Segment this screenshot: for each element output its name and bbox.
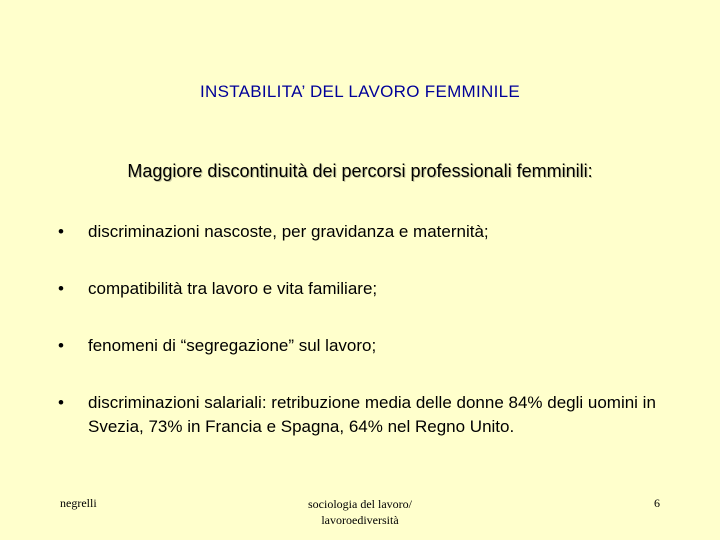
bullet-icon: • [58,279,64,298]
footer-course-line1: sociologia del lavoro/ [308,497,412,511]
bullet-icon: • [58,393,64,412]
slide-subtitle: Maggiore discontinuità dei percorsi professionali femminili: [127,161,593,181]
footer-author: negrelli [60,496,97,510]
bullet-icon: • [58,336,64,355]
bullet-text: discriminazioni salariali: retribuzione media delle donne 84% degli uomini in Svezia, 73% in Francia e Spagna, 64% nel Regno Unito. [88,393,656,436]
page-number: 6 [654,496,660,510]
slide-title: INSTABILITA’ DEL LAVORO FEMMINILE [199,82,521,101]
footer-course-line2: lavoroediversità [321,513,399,527]
bullet-text: compatibilità tra lavoro e vita familiare; [88,279,378,298]
footer-course [260,496,460,528]
bullet-text: fenomeni di “segregazione” sul lavoro; [88,336,377,355]
bullet-icon: • [58,222,64,241]
bullet-text: discriminazioni nascoste, per gravidanza e maternità; [88,222,489,241]
